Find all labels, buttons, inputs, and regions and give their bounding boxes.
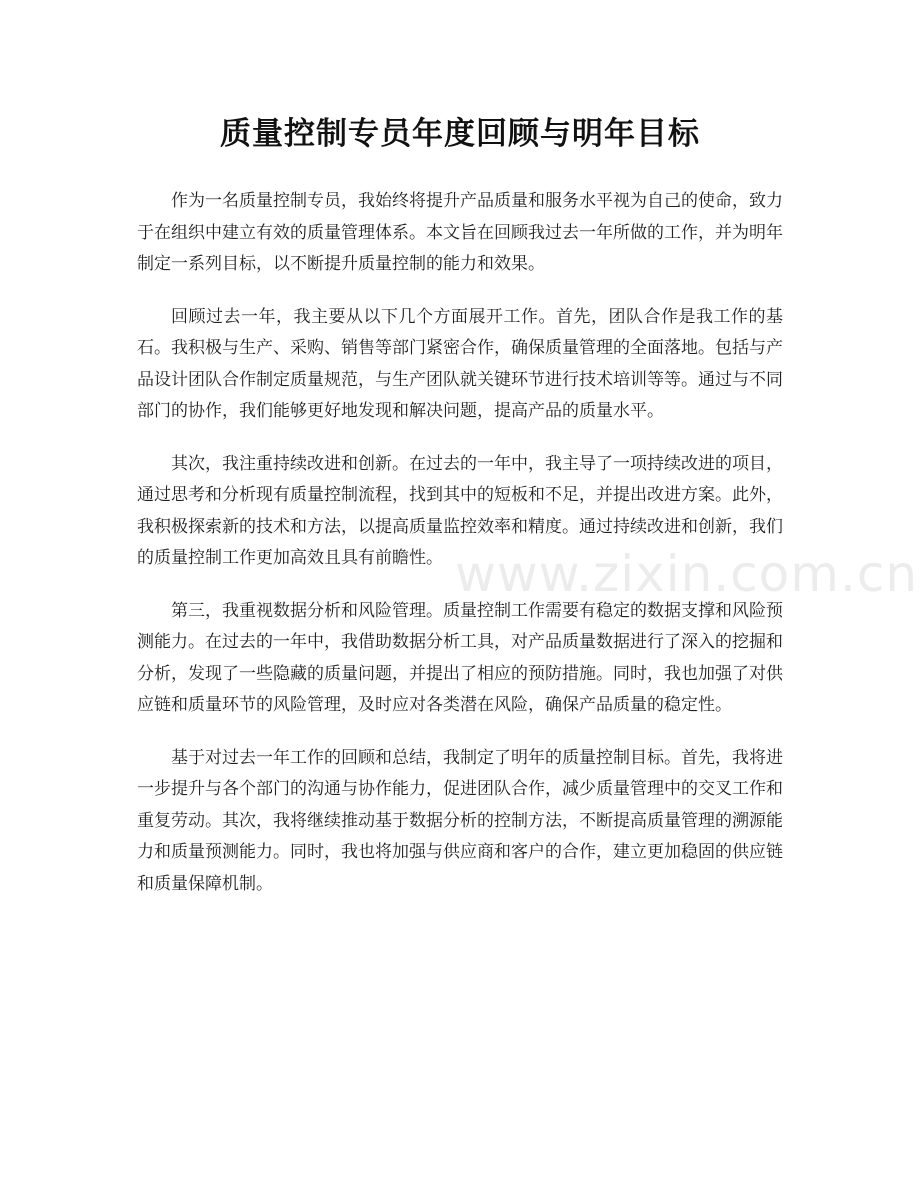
watermark: www.zixin.com.cn [455,545,919,603]
paragraph-next-year-goals: 基于对过去一年工作的回顾和总结，我制定了明年的质量控制目标。首先，我将进一步提升与各个部门的沟通与协作能力，促进团队合作，减少质量管理中的交叉工作和重复劳动。其次，我将继续推动基于数据分析的控制方法，不断提高质量管理的溯源能力和质量预测能力。同时，我也将加强与供应商和客户的合作，建立更加稳固的供应链和质量保障机制。 [137,747,783,894]
paragraph-improvement: 其次，我注重持续改进和创新。在过去的一年中，我主导了一项持续改进的项目，通过思考和分析现有质量控制流程，找到其中的短板和不足，并提出改进方案。此外，我积极探索新的技术和方法，以提高质量监控效率和精度。通过持续改进和创新，我们的质量控制工作更加高效且具有前瞻性。 [137,453,783,568]
paragraph-data-analysis: 第三，我重视数据分析和风险管理。质量控制工作需要有稳定的数据支撑和风险预测能力。在过去的一年中，我借助数据分析工具，对产品质量数据进行了深入的挖掘和分析，发现了一些隐藏的质量问题，并提出了相应的预防措施。同时，我也加强了对供应链和质量环节的风险管理，及时应对各类潜在风险，确保产品质量的稳定性。 [137,600,783,715]
paragraph-intro: 作为一名质量控制专员，我始终将提升产品质量和服务水平视为自己的使命，致力于在组织中建立有效的质量管理体系。本文旨在回顾我过去一年所做的工作，并为明年制定一系列目标，以不断提升质量控制的能力和效果。 [137,191,783,274]
paragraph-teamwork: 回顾过去一年，我主要从以下几个方面展开工作。首先，团队合作是我工作的基石。我积极与生产、采购、销售等部门紧密合作，确保质量管理的全面落地。包括与产品设计团队合作制定质量规范，与生产团队就关键环节进行技术培训等等。通过与不同部门的协作，我们能够更好地发现和解决问题，提高产品的质量水平。 [137,306,783,421]
document-title: 质量控制专员年度回顾与明年目标 [220,116,700,152]
